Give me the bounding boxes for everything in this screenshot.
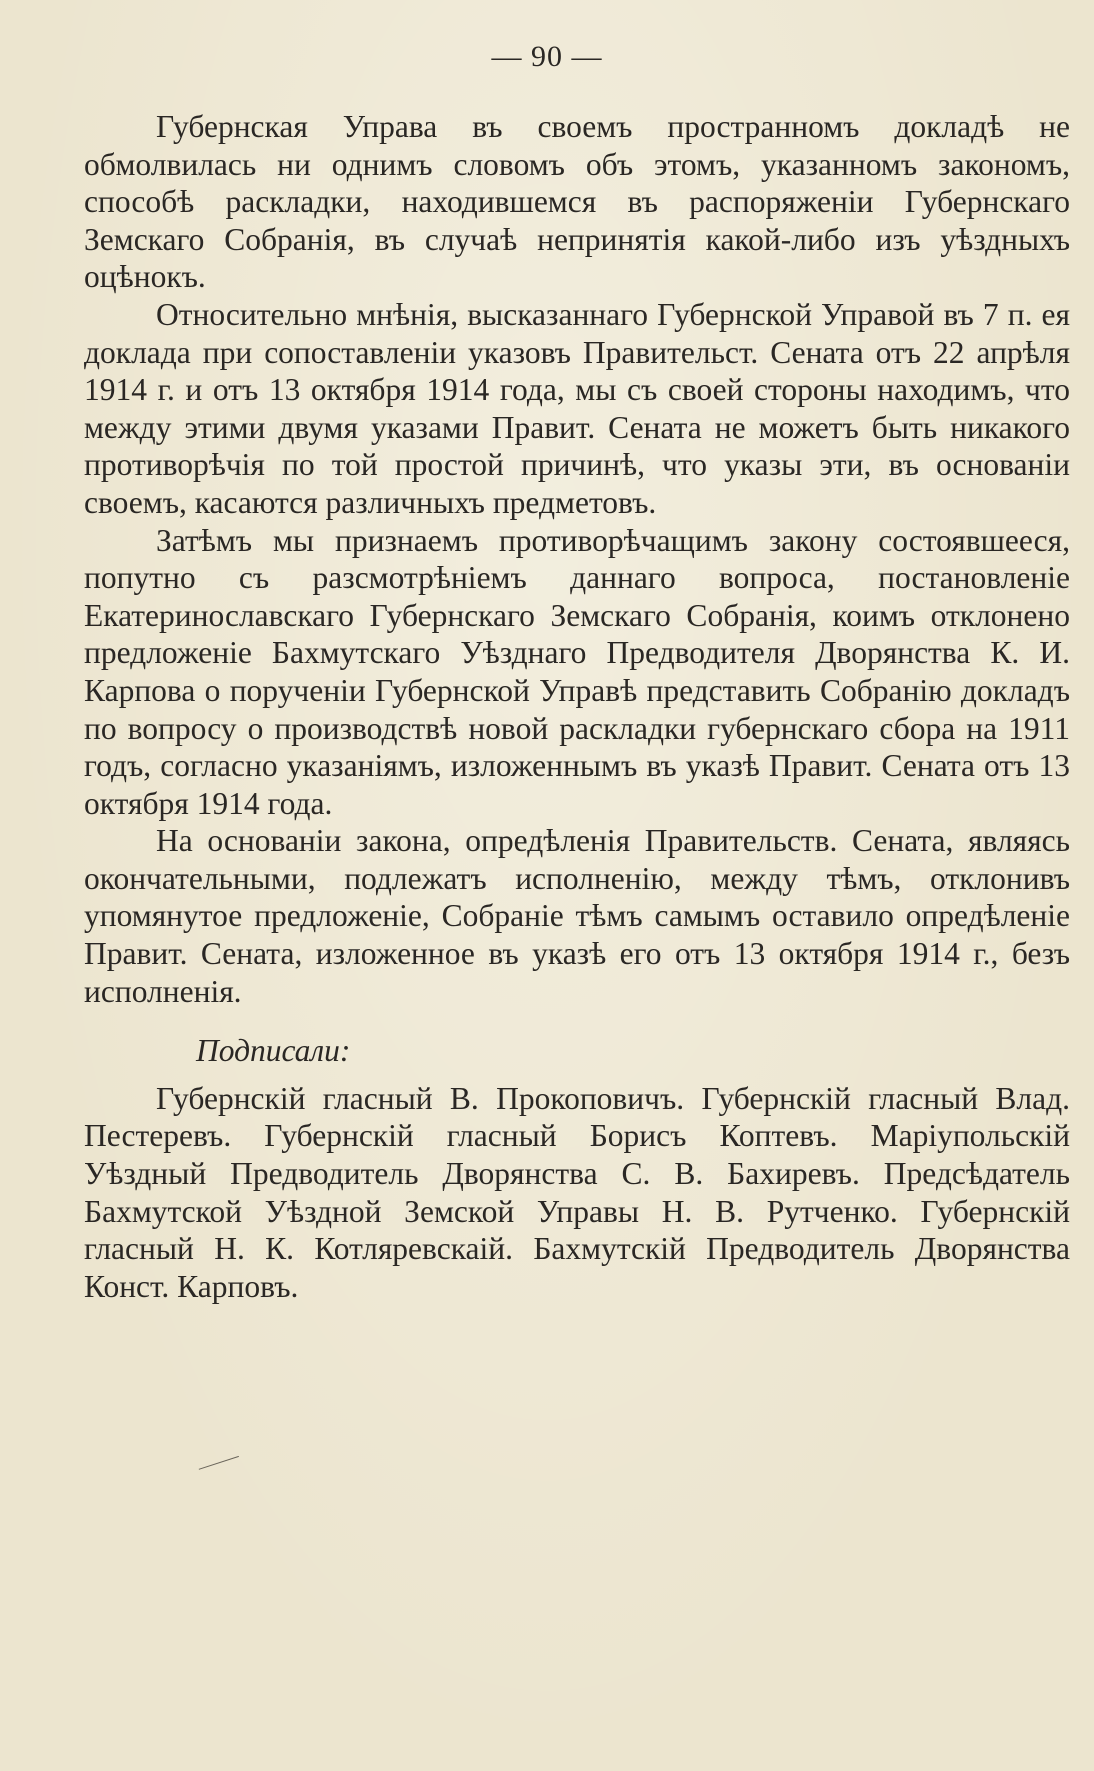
- signatures-text: Губернскій гласный В. Прокоповичъ. Губернскій гласный Влад. Пестеревъ. Губернскій гласный Борисъ Коптевъ. Маріупольскій Уѣздный Предводитель Дворянства С. В. Бахиревъ. Предсѣдатель Бахмутской Уѣздной Земской Управы Н. В. Рутченко. Губернскій гласный Н. К. Котляревскаій. Бахмутскій Предводитель Дворянства Конст. Карповъ.: [84, 1080, 1070, 1304]
- paragraph-2: Относительно мнѣнія, высказаннаго Губернской Управой въ 7 п. ея доклада при сопоставленіи указовъ Правительст. Сената отъ 22 апрѣля 1914 г. и отъ 13 октября 1914 года, мы съ своей стороны находимъ, что между этими двумя указами Правит. Сената не можетъ быть никакого противорѣчія по той простой причинѣ, что указы эти, въ основаніи своемъ, касаются различныхъ предметовъ.: [84, 296, 1070, 520]
- main-text: [84, 108, 1070, 1305]
- stray-pen-mark: [199, 1456, 244, 1483]
- signatures-heading: Подписали:: [196, 1033, 351, 1069]
- paragraph-3: Затѣмъ мы признаемъ противорѣчащимъ закону состоявшееся, попутно съ разсмотрѣніемъ даннаго вопроса, постановленіе Екатеринославскаго Губернскаго Земскаго Собранія, коимъ отклонено предложеніе Бахмутскаго Уѣзднаго Предводителя Дворянства К. И. Карпова о порученіи Губернской Управѣ представить Собранію докладъ по вопросу о производствѣ новой раскладки губернскаго сбора на 1911 годъ, согласно указаніямъ, изложеннымъ въ указѣ Правит. Сената отъ 13 октября 1914 года.: [84, 522, 1070, 821]
- paragraph-1: Губернская Управа въ своемъ пространномъ докладѣ не обмолвилась ни однимъ словомъ объ этомъ, указанномъ закономъ, способѣ раскладки, находившемся въ распоряженіи Губернскаго Земскаго Собранія, въ случаѣ непринятія какой-либо изъ уѣздныхъ оцѣнокъ.: [84, 109, 1070, 295]
- paragraph-4: На основаніи закона, опредѣленія Правительств. Сената, являясь окончательными, подлежатъ исполненію, между тѣмъ, отклонивъ упомянутое предложеніе, Собраніе тѣмъ самымъ оставило опредѣленіе Правит. Сената, изложенное въ указѣ его отъ 13 октября 1914 г., безъ исполненія.: [84, 823, 1070, 1009]
- page-number: — 90 —: [491, 40, 603, 73]
